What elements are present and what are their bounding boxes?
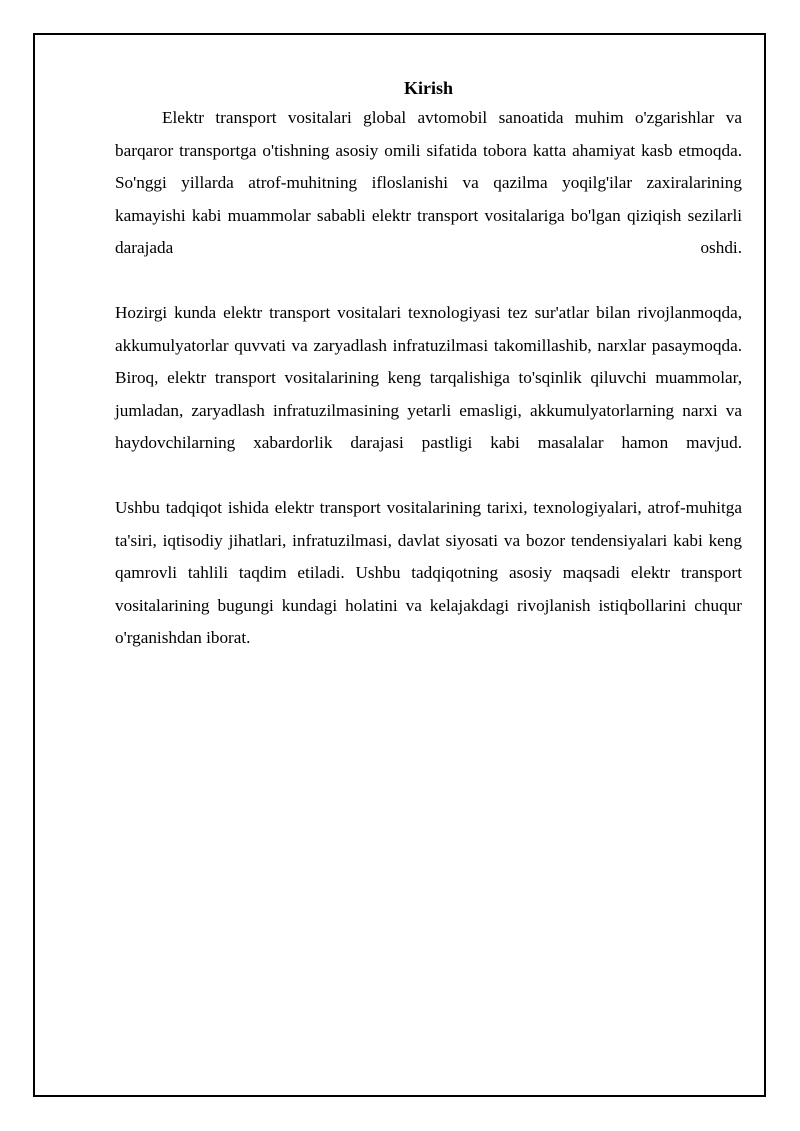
paragraph-3: Ushbu tadqiqot ishida elektr transport vositalarining tarixi, texnologiyalari, atrof-muhitga ta'siri, iqtisodiy jihatlari, infratuzilmasi, davlat siyosati va bozor tendensiyalari kabi keng qamrovli tahlili taqdim etiladi. Ushbu tadqiqotning asosiy maqsadi elektr transport vositalarining bugungi kundagi holatini va kelajakdagi rivojlanish istiqbollarini chuqur o'rganishdan iborat. [115,498,742,647]
document-body [115,74,742,655]
paragraph-2: Hozirgi kunda elektr transport vositalari texnologiyasi tez sur'atlar bilan rivojlanmoqda, akkumulyatorlar quvvati va zaryadlash infratuzilmasi takomillashib, narxlar pasaymoqda. Biroq, elektr transport vositalarining keng tarqalishiga to'sqinlik qiluvchi muammolar, jumladan, zaryadlash infratuzilmasining yetarli emasligi, akkumulyatorlarning narxi va haydovchilarning xabardorlik darajasi pastligi kabi masalalar hamon mavjud. [115,303,742,452]
section-title: Kirish [403,78,453,98]
paragraph-1: Elektr transport vositalari global avtomobil sanoatida muhim o'zgarishlar va barqaror transportga o'tishning asosiy omili sifatida tobora katta ahamiyat kasb etmoqda. So'nggi yillarda atrof-muhitning ifloslanishi va qazilma yoqilg'ilar zaxiralarining kamayishi kabi muammolar sababli elektr transport vositalariga bo'lgan qiziqish sezilarli darajada oshdi. [115,108,742,257]
paragraph-gap [115,460,742,493]
paragraph-gap [115,265,742,298]
